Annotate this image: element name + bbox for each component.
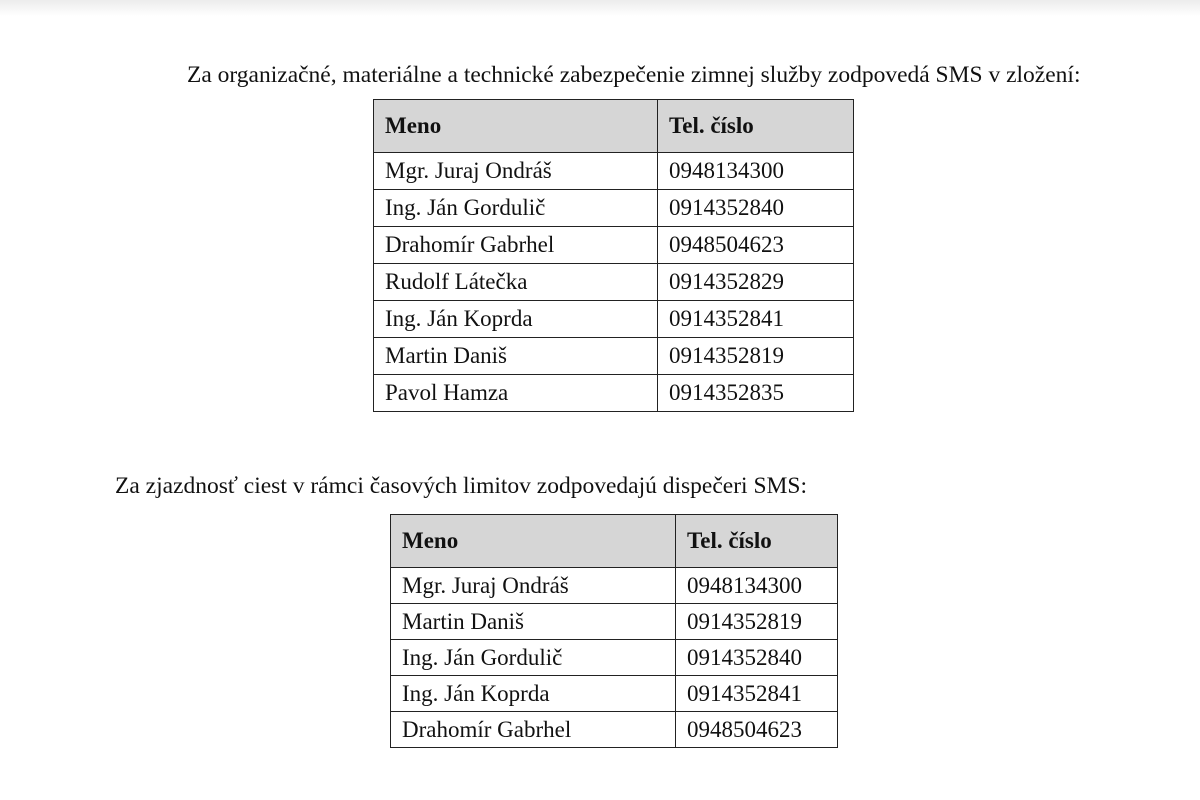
table-row	[374, 338, 854, 375]
table-row	[374, 301, 854, 338]
paragraph-winter-service-text: Za organizačné, materiálne a technické zabezpečenie zimnej služby zodpovedá SMS v zložení:	[187, 61, 1081, 88]
paragraph-dispatchers: Za zjazdnosť ciest v rámci časových limitov zodpovedajú dispečeri SMS:	[115, 472, 808, 499]
contacts-table-dispatchers	[390, 514, 838, 748]
paragraph-winter-service	[115, 58, 1120, 92]
cell-name: Ing. Ján Koprda	[391, 676, 676, 712]
cell-name: Mgr. Juraj Ondráš	[391, 568, 676, 604]
table-row	[374, 264, 854, 301]
cell-name: Martin Daniš	[391, 604, 676, 640]
table-header-row	[374, 100, 854, 153]
cell-name: Martin Daniš	[374, 338, 658, 375]
column-header-name: Meno	[374, 100, 658, 153]
cell-name: Pavol Hamza	[374, 375, 658, 412]
cell-phone: 0914352841	[676, 676, 838, 712]
cell-phone: 0948134300	[676, 568, 838, 604]
cell-name: Mgr. Juraj Ondráš	[374, 153, 658, 190]
cell-name: Ing. Ján Koprda	[374, 301, 658, 338]
table-row	[391, 676, 838, 712]
column-header-phone: Tel. číslo	[676, 515, 838, 568]
cell-phone: 0948504623	[658, 227, 854, 264]
table-row	[391, 568, 838, 604]
table-row	[374, 227, 854, 264]
table-header-row	[391, 515, 838, 568]
table-row	[391, 640, 838, 676]
cell-phone: 0914352829	[658, 264, 854, 301]
cell-name: Drahomír Gabrhel	[374, 227, 658, 264]
cell-name: Ing. Ján Gordulič	[374, 190, 658, 227]
cell-name: Drahomír Gabrhel	[391, 712, 676, 748]
cell-phone: 0948134300	[658, 153, 854, 190]
table-row	[391, 604, 838, 640]
cell-phone: 0914352840	[676, 640, 838, 676]
cell-phone: 0948504623	[676, 712, 838, 748]
table-row	[374, 375, 854, 412]
table-row	[374, 153, 854, 190]
cell-phone: 0914352835	[658, 375, 854, 412]
cell-phone: 0914352840	[658, 190, 854, 227]
table-row	[374, 190, 854, 227]
column-header-phone: Tel. číslo	[658, 100, 854, 153]
cell-name: Rudolf Látečka	[374, 264, 658, 301]
table-row	[391, 712, 838, 748]
contacts-table-organization	[373, 99, 854, 412]
cell-phone: 0914352819	[676, 604, 838, 640]
cell-name: Ing. Ján Gordulič	[391, 640, 676, 676]
column-header-name: Meno	[391, 515, 676, 568]
cell-phone: 0914352841	[658, 301, 854, 338]
cell-phone: 0914352819	[658, 338, 854, 375]
